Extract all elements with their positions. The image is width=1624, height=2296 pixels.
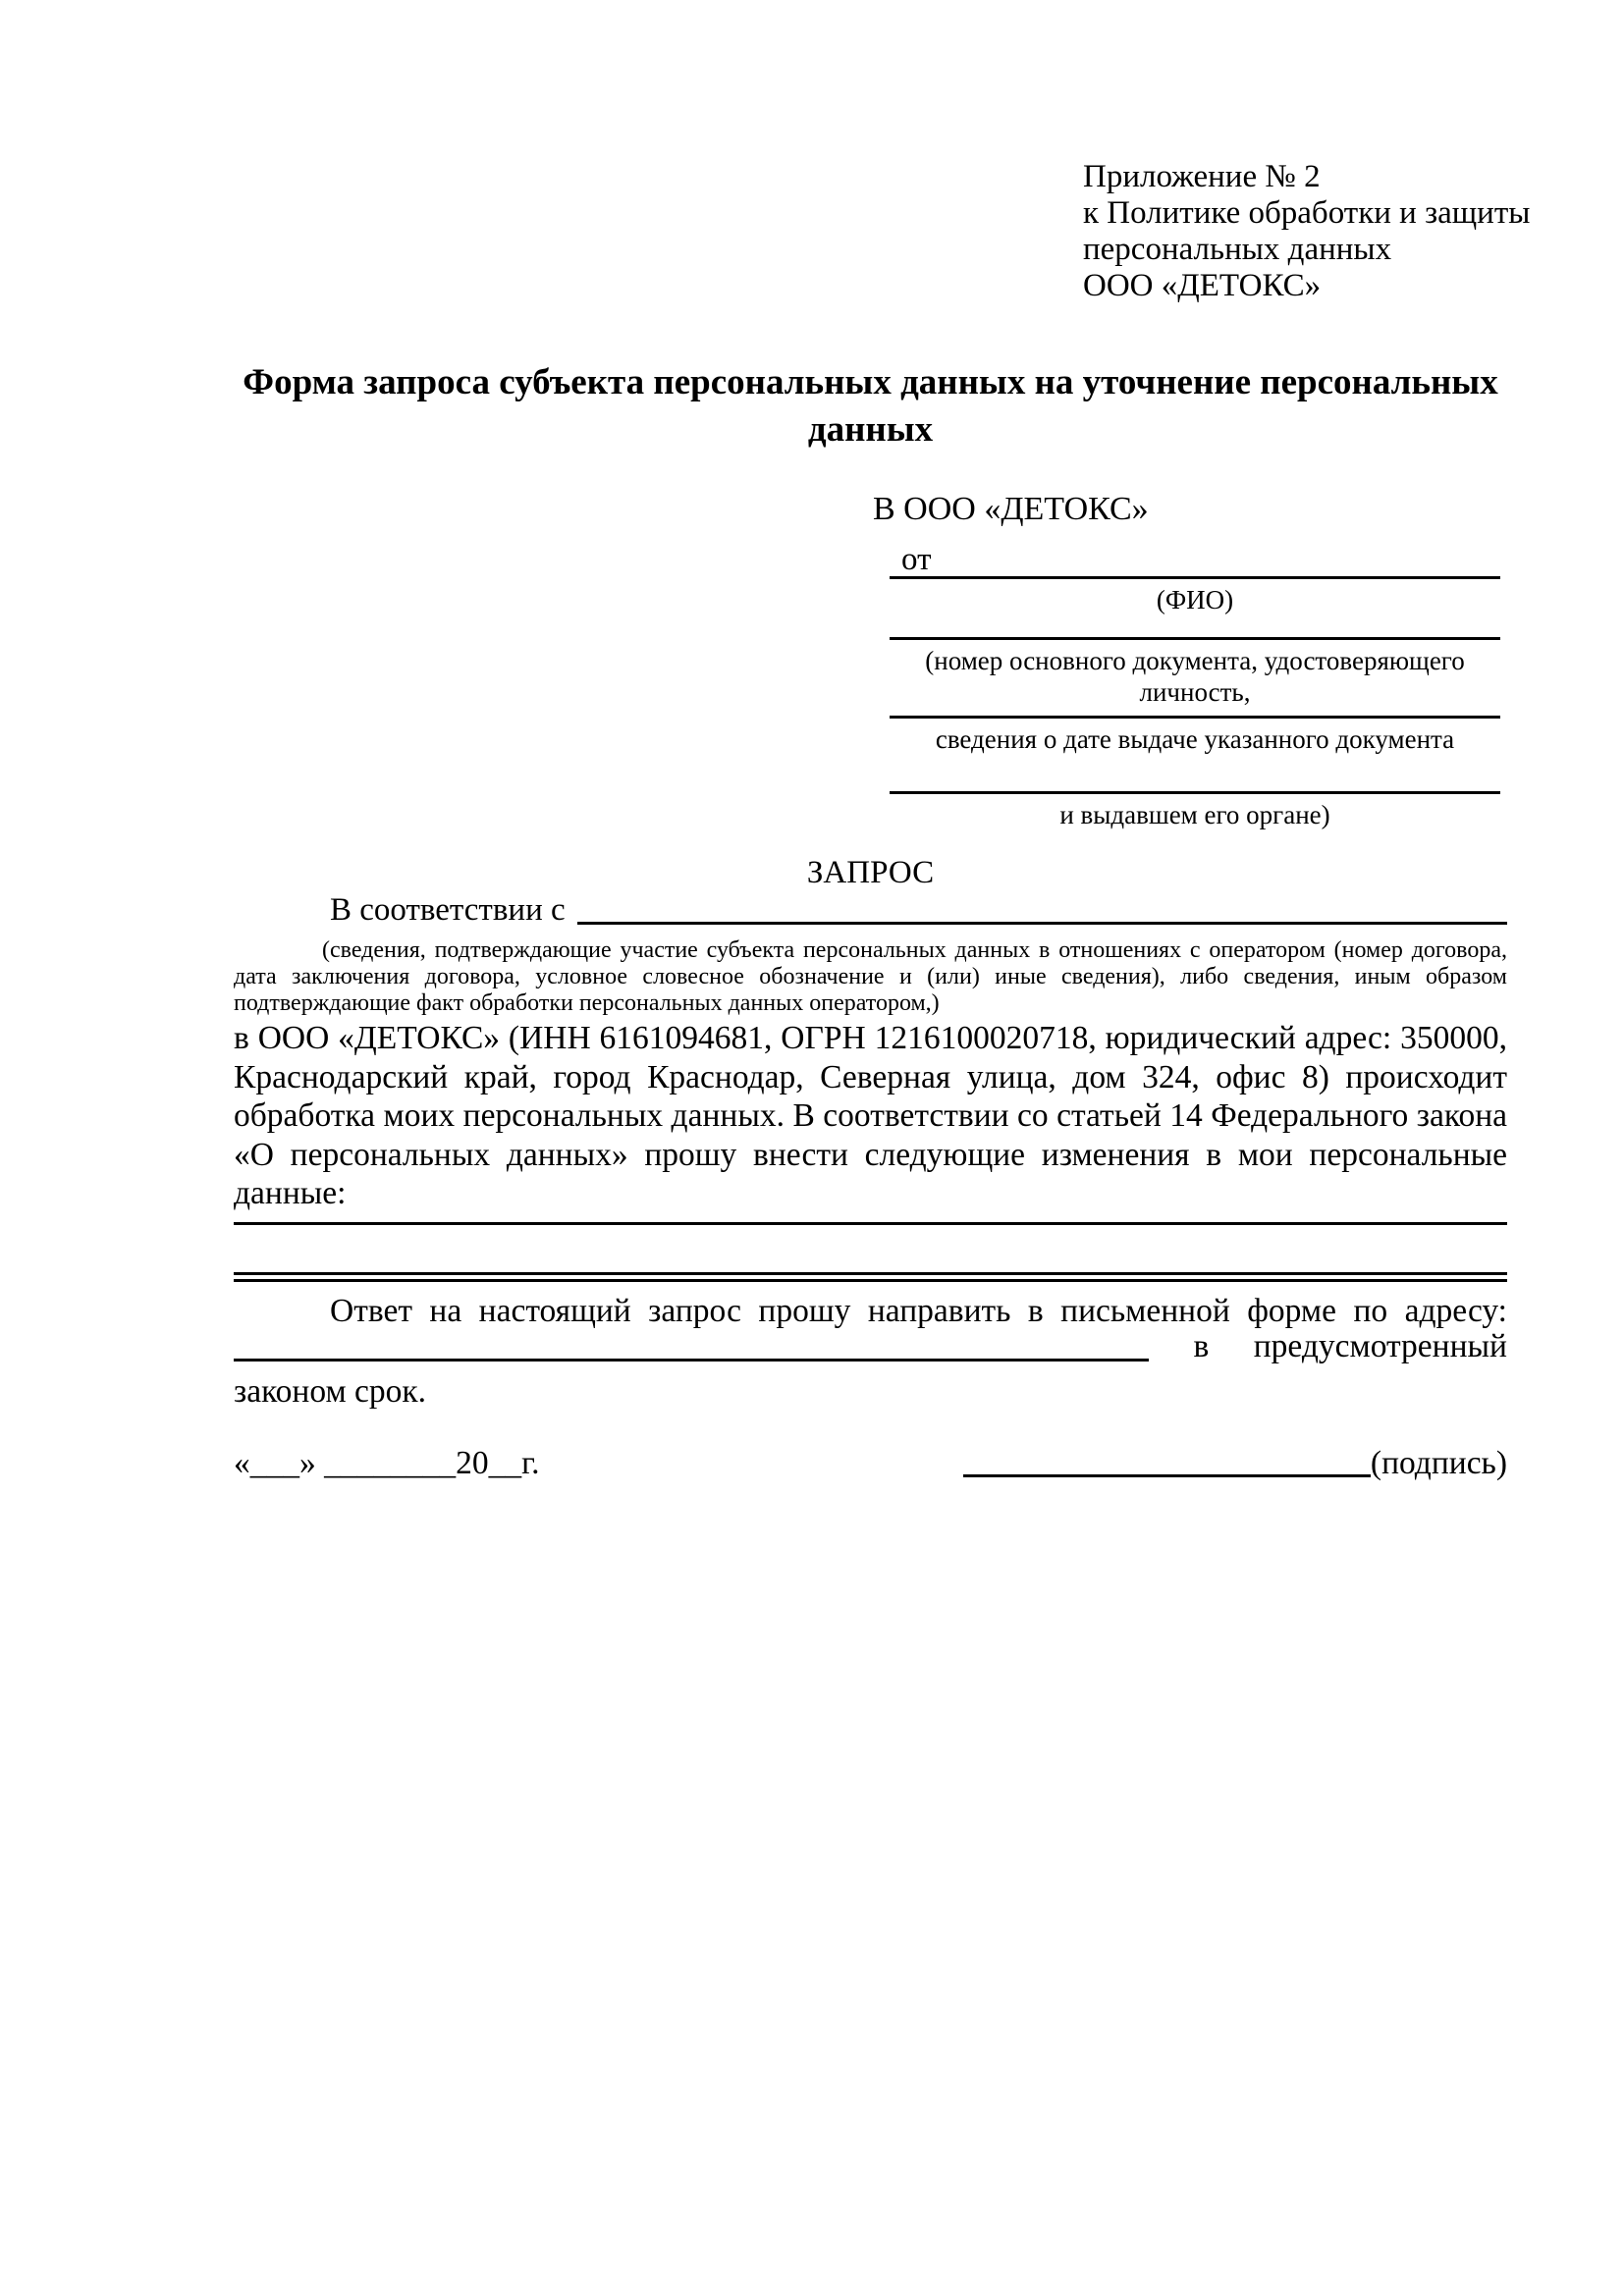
appendix-header: [1083, 159, 1530, 304]
document-number-blank-line: [890, 637, 1500, 640]
signature-caption: (подпись): [1370, 1445, 1507, 1481]
header-line-company: ООО «ДЕТОКС»: [1083, 268, 1322, 303]
form-title: Форма запроса субъекта персональных данных на уточнение персональных данных: [243, 362, 1498, 450]
document-number-caption: (номер основного документа, удостоверяющего личность,: [925, 646, 1465, 707]
addressee-company: В ООО «ДЕТОКС»: [873, 491, 1149, 527]
issue-date-caption: сведения о дате выдаче указанного документа: [935, 724, 1455, 754]
reply-suffix-word-1: в: [1193, 1328, 1210, 1364]
issue-authority-caption: и выдавшем его органе): [1059, 800, 1330, 829]
reply-tail: законом срок.: [234, 1373, 427, 1410]
reply-paragraph: Ответ на настоящий запрос прошу направить в письменной форме по адресу:: [330, 1293, 1507, 1329]
intro-prefix: В соответствии с: [330, 892, 566, 928]
date-line: «___» ________20__г.: [234, 1445, 540, 1481]
header-line-appendix: Приложение № 2: [1083, 159, 1321, 194]
fio-caption: (ФИО): [1156, 585, 1234, 614]
changes-blank-line-1: [234, 1222, 1507, 1225]
signature-group: [963, 1444, 1507, 1483]
header-line-personal-data: персональных данных: [1083, 232, 1392, 267]
issue-date-blank-line: [890, 716, 1500, 719]
intro-blank-line: [577, 922, 1507, 925]
signature-blank-line: [963, 1474, 1371, 1477]
request-body: в ООО «ДЕТОКС» (ИНН 6161094681, ОГРН 1216100020718, юридический адрес: 350000, Краснодарский край, город Краснодар, Северная улица, дом 324, офис 8) происходит обработка моих персональных данных. В соответствии со статьей 14 Федерального закона «О персональных данных» прошу внести следующие изменения в мои персональные данные:: [234, 1020, 1507, 1211]
address-blank-line: [234, 1359, 1149, 1362]
header-line-policy: к Политике обработки и защиты: [1083, 195, 1531, 231]
intro-row: [330, 891, 1507, 930]
changes-blank-line-2: [234, 1272, 1507, 1282]
issue-authority-blank-line: [890, 791, 1500, 794]
fio-blank-line: [890, 576, 1500, 579]
reply-suffix-word-2: предусмотренный: [1253, 1328, 1507, 1364]
request-heading: ЗАПРОС: [806, 855, 935, 890]
date-signature-row: [234, 1444, 1507, 1483]
addressee-from-label: от: [901, 542, 932, 577]
address-row: [234, 1327, 1507, 1366]
clarification-note: (сведения, подтверждающие участие субъекта персональных данных в отношениях с оператором (номер договора, дата заключения договора, условное словесное обозначение и (или) иные сведения), либо сведения, иным образом подтверждающие факт обработки персональных данных оператором,): [234, 937, 1507, 1016]
